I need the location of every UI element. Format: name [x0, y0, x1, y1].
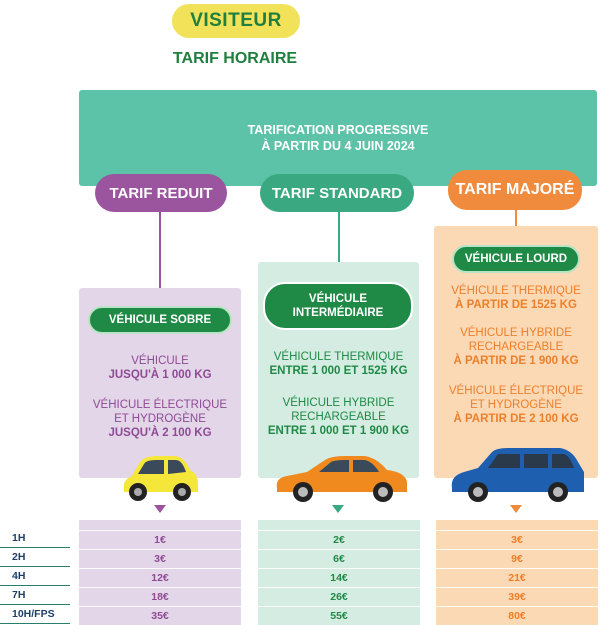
standard-desc-2-normal: VÉHICULE HYBRIDE [282, 397, 395, 409]
reduit-price-column [79, 520, 241, 625]
majore-desc-1-normal: VÉHICULE THERMIQUE [451, 285, 581, 297]
majore-price-2h: 9€ [436, 549, 598, 568]
majore-desc-2-strong: À PARTIR DE 1 900 KG [453, 355, 579, 367]
standard-desc-1-strong: ENTRE 1 000 ET 1525 KG [269, 365, 408, 377]
majore-desc-3-normal: VÉHICULE ÉLECTRIQUE [448, 385, 584, 397]
reduit-price-4h: 12€ [79, 568, 241, 587]
majore-price-4h: 21€ [436, 568, 598, 587]
price-spacer [258, 520, 420, 530]
price-spacer [79, 520, 241, 530]
standard-price-7h: 26€ [258, 587, 420, 606]
standard-desc-2-normal2: RECHARGEABLE [291, 411, 386, 423]
majore-connector [515, 210, 517, 226]
reduit-price-1h: 1€ [79, 530, 241, 549]
majore-price-7h: 39€ [436, 587, 598, 606]
reduit-desc-2-strong: JUSQU'À 2 100 KG [108, 427, 212, 439]
standard-desc-1-normal: VÉHICULE THERMIQUE [273, 351, 404, 363]
tarif-majore-pill: TARIF MAJORÉ [448, 170, 582, 210]
reduit-price-7h: 18€ [79, 587, 241, 606]
majore-desc-2-normal: VÉHICULE HYBRIDE [460, 327, 572, 339]
majore-price-10h: 80€ [436, 606, 598, 625]
vehicule-sobre-badge: VÉHICULE SOBRE [88, 306, 232, 334]
reduit-desc-1-normal: VÉHICULE [131, 355, 189, 367]
blue-suv-car-icon [448, 446, 588, 504]
standard-connector [338, 212, 340, 262]
duration-2h: 2H [0, 548, 70, 567]
standard-price-10h: 55€ [258, 606, 420, 625]
standard-price-2h: 6€ [258, 549, 420, 568]
banner-line-2: À PARTIR DU 4 JUIN 2024 [261, 139, 415, 153]
majore-desc-1-strong: À PARTIR DE 1525 KG [455, 299, 577, 311]
standard-desc-2 [258, 396, 419, 438]
visiteur-badge: VISITEUR [172, 4, 300, 38]
majore-desc-3-normal2: ET HYDROGÈNE [470, 399, 562, 411]
tarif-horaire-title: TARIF HORAIRE [172, 50, 298, 67]
majore-desc-3 [434, 384, 598, 426]
reduit-price-10h: 35€ [79, 606, 241, 625]
majore-price-column [436, 520, 598, 625]
majore-desc-1 [434, 284, 598, 312]
reduit-desc-2-normal: VÉHICULE ÉLECTRIQUE [92, 399, 228, 411]
majore-desc-2-normal2: RECHARGEABLE [468, 341, 564, 353]
badge-standard-line-2: INTERMÉDIAIRE [292, 307, 384, 319]
reduit-desc-1-strong: JUSQU'À 1 000 KG [108, 369, 212, 381]
reduit-connector [159, 212, 161, 288]
standard-price-1h: 2€ [258, 530, 420, 549]
small-yellow-car-icon [118, 452, 202, 504]
duration-spacer [0, 520, 70, 529]
vehicule-intermediaire-badge [263, 282, 413, 330]
banner-text [79, 122, 597, 154]
duration-4h: 4H [0, 567, 70, 586]
vehicule-lourd-badge: VÉHICULE LOURD [452, 245, 580, 273]
duration-7h: 7H [0, 586, 70, 605]
reduit-desc-2 [79, 398, 241, 440]
standard-desc-1 [258, 350, 419, 378]
tarif-reduit-pill: TARIF REDUIT [95, 174, 227, 212]
majore-price-1h: 3€ [436, 530, 598, 549]
duration-1h: 1H [0, 529, 70, 548]
tarif-standard-pill: TARIF STANDARD [260, 174, 414, 212]
standard-price-4h: 14€ [258, 568, 420, 587]
duration-10h-fps: 10H/FPS [0, 605, 70, 624]
reduit-desc-2-normal2: ET HYDROGÈNE [114, 413, 206, 425]
reduit-arrow-icon [154, 505, 166, 513]
reduit-desc-1 [79, 354, 241, 382]
badge-standard-line-1: VÉHICULE [308, 293, 368, 305]
reduit-price-2h: 3€ [79, 549, 241, 568]
standard-price-column [258, 520, 420, 625]
orange-sedan-car-icon [273, 452, 411, 504]
price-spacer [436, 520, 598, 530]
duration-column [0, 520, 70, 624]
standard-desc-2-strong: ENTRE 1 000 ET 1 900 KG [267, 425, 410, 437]
majore-arrow-icon [510, 505, 522, 513]
majore-desc-3-strong: À PARTIR DE 2 100 KG [453, 413, 579, 425]
majore-desc-2 [434, 326, 598, 368]
standard-arrow-icon [332, 505, 344, 513]
banner-line-1: TARIFICATION PROGRESSIVE [247, 123, 429, 137]
